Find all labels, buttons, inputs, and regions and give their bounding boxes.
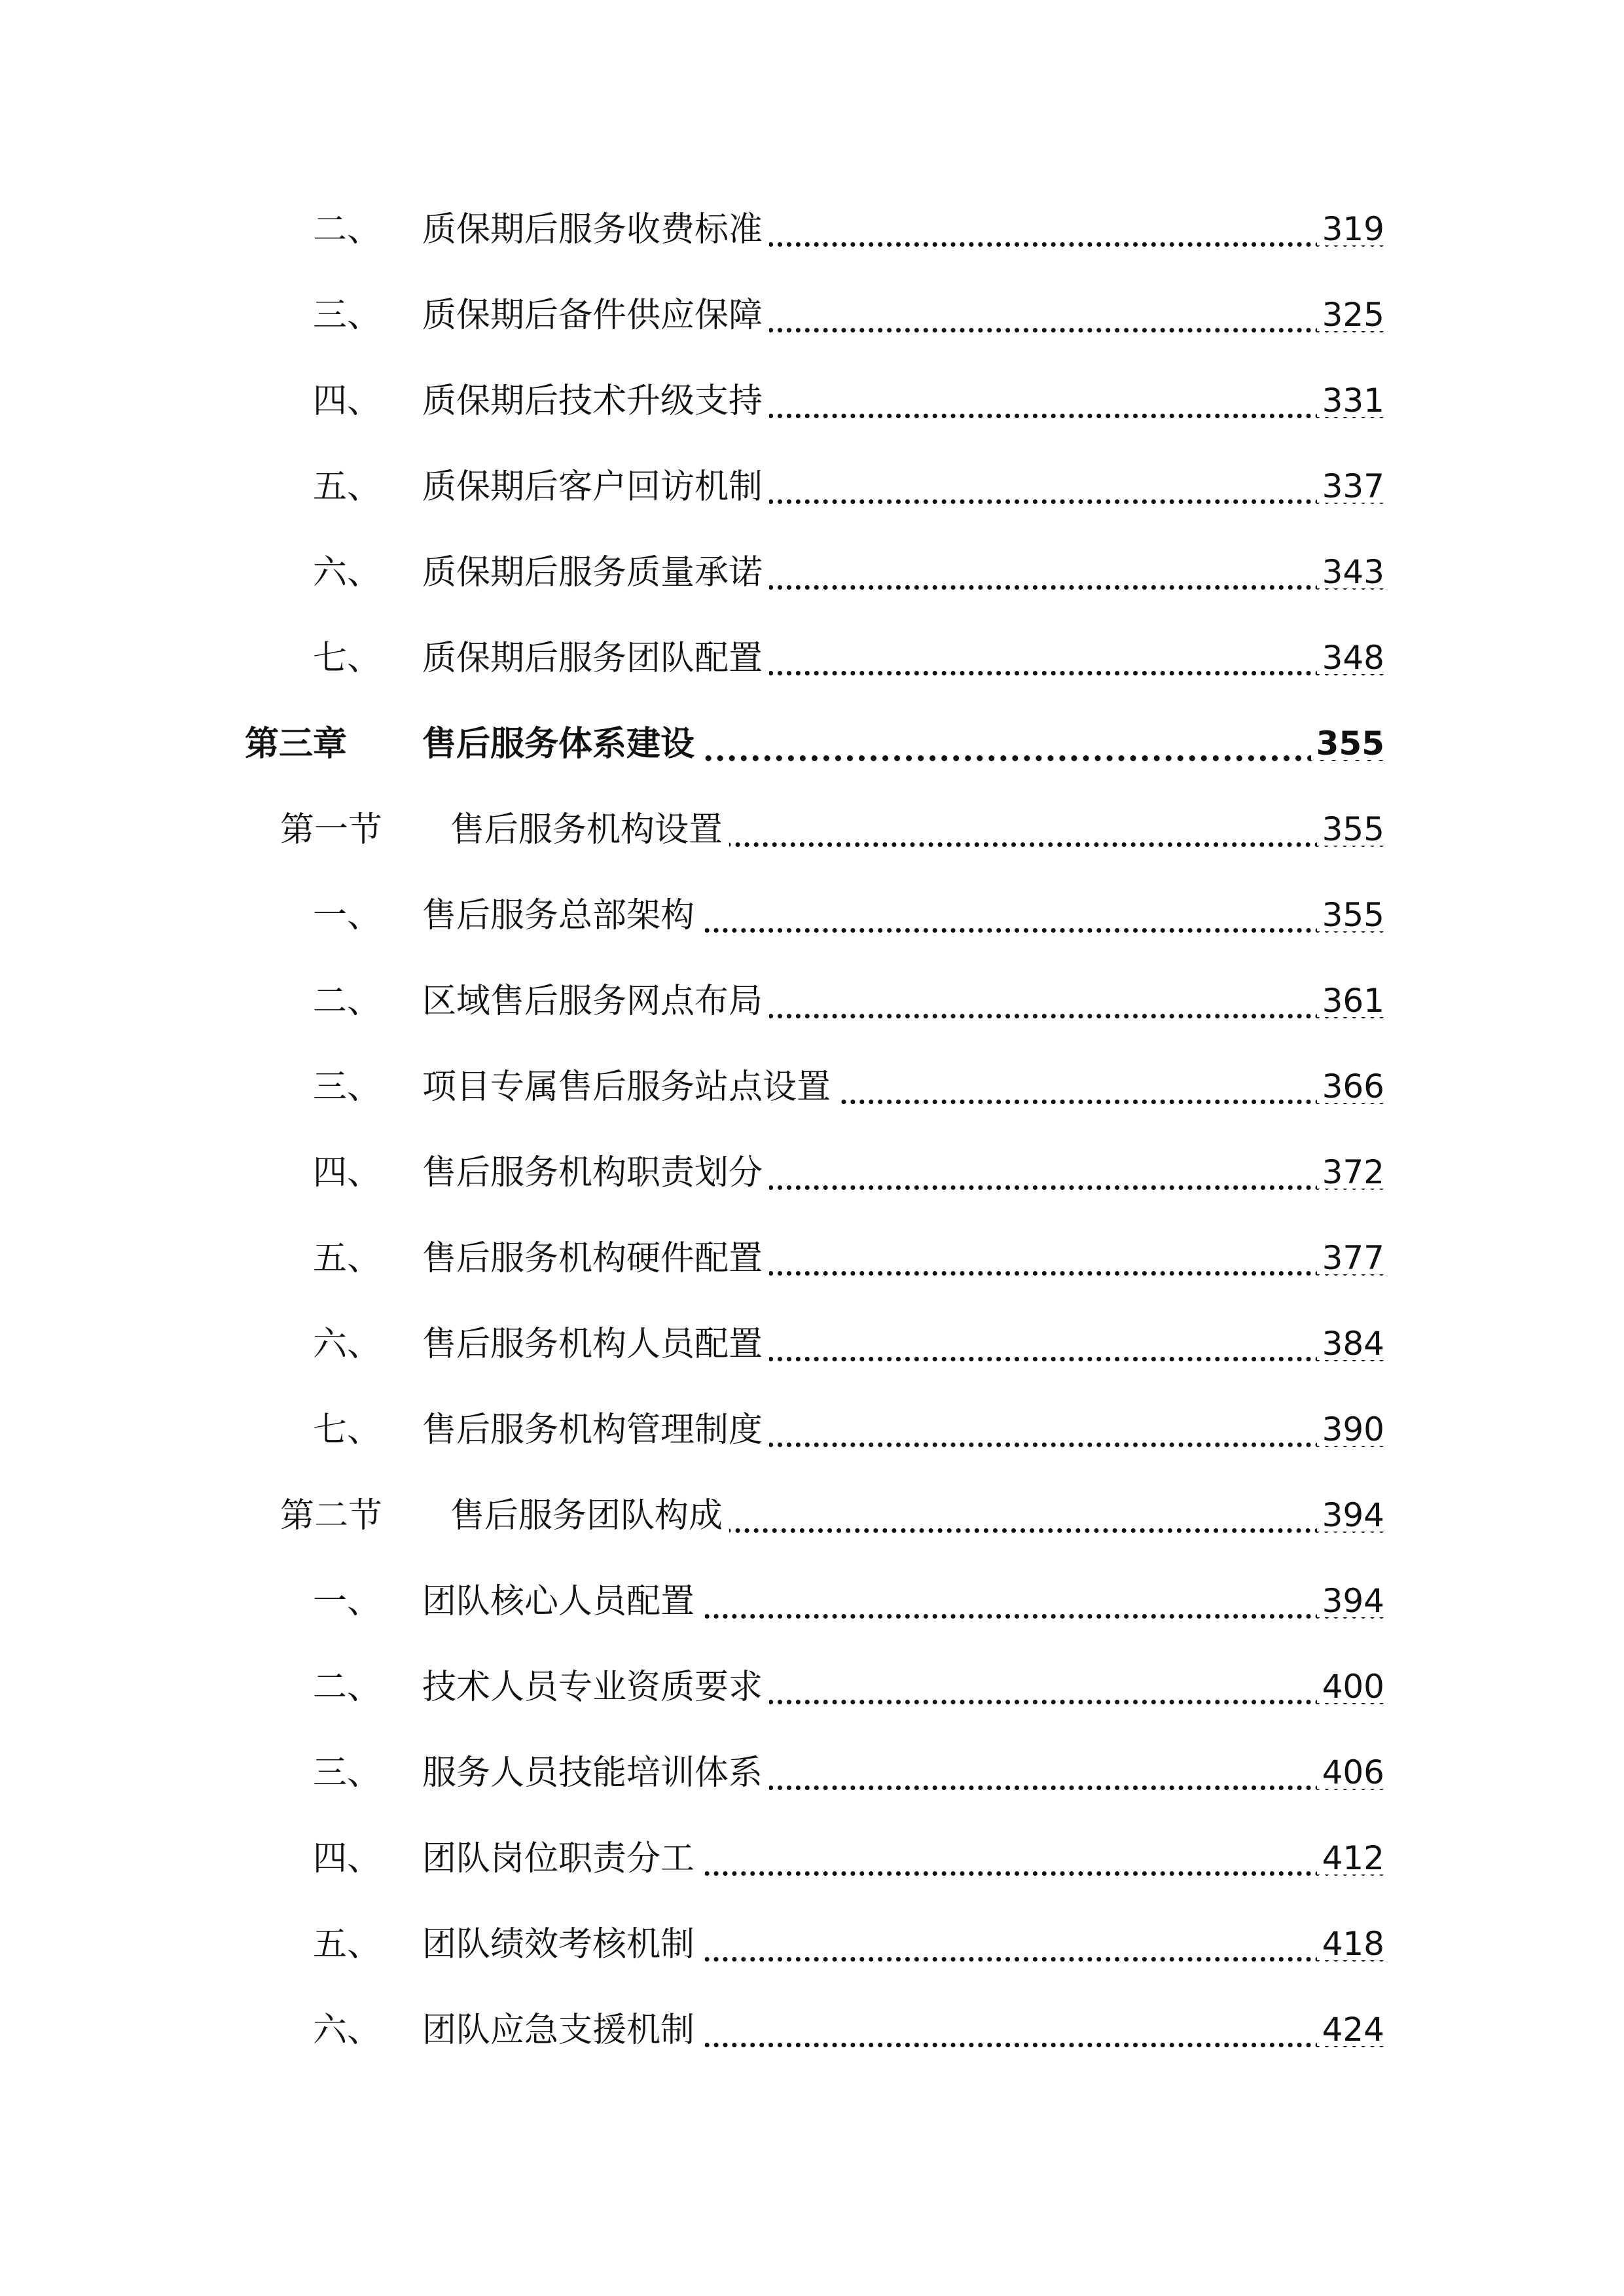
toc-entry-page: 348: [1317, 641, 1384, 674]
toc-chapter-title: 售后服务体系建设: [422, 727, 701, 761]
toc-entry-title: 质保期后服务收费标准: [422, 213, 769, 247]
toc-entry-number: 三、: [313, 1753, 382, 1793]
toc-entry-page: 343: [1317, 556, 1384, 588]
toc-entry-page: 400: [1317, 1670, 1384, 1703]
toc-entry[interactable]: [0, 1925, 1624, 2013]
toc-entry-title: 团队绩效考核机制: [422, 1928, 701, 1962]
toc-entry[interactable]: [0, 210, 1624, 298]
toc-entry-title: 服务人员技能培训体系: [422, 1756, 769, 1790]
toc-entry-page: 325: [1317, 298, 1384, 331]
toc-entry-title: 质保期后客户回访机制: [422, 470, 769, 504]
toc-entry-number: 三、: [313, 296, 382, 335]
toc-section-number: 第一节: [280, 810, 383, 850]
toc-entry-number: 四、: [313, 1153, 382, 1193]
toc-entry-title: 区域售后服务网点布局: [422, 984, 769, 1018]
toc-entry-number: 二、: [313, 1668, 382, 1707]
toc-entry[interactable]: [0, 298, 1624, 384]
toc-entry-number: 六、: [313, 2011, 382, 2050]
toc-entry-number: 四、: [313, 382, 382, 421]
toc-entry[interactable]: [0, 1239, 1624, 1327]
toc-entry-page: 331: [1317, 384, 1384, 417]
toc-entry[interactable]: [0, 384, 1624, 470]
toc-entry-number: 六、: [313, 1325, 382, 1364]
toc-entry-page: 412: [1317, 1842, 1384, 1874]
toc-entry-page: 337: [1317, 470, 1384, 503]
toc-entry[interactable]: [0, 1753, 1624, 1842]
toc-entry-page: 361: [1317, 984, 1384, 1017]
toc-entry[interactable]: [0, 553, 1624, 641]
toc-section-page: 355: [1317, 813, 1384, 846]
toc-entry-title: 质保期后服务团队配置: [422, 641, 769, 675]
toc-entry-number: 五、: [313, 1925, 382, 1964]
toc-entry-title: 售后服务机构硬件配置: [422, 1242, 769, 1276]
toc-entry-page: 394: [1317, 1585, 1384, 1617]
toc-entry-page: 377: [1317, 1242, 1384, 1274]
toc-entry-number: 七、: [313, 639, 382, 678]
toc-entry-page: 366: [1317, 1070, 1384, 1103]
toc-entry[interactable]: [0, 984, 1624, 1070]
toc-entry-title: 质保期后服务质量承诺: [422, 556, 769, 590]
toc-entry-title: 团队岗位职责分工: [422, 1842, 701, 1876]
toc-entry-page: 384: [1317, 1327, 1384, 1360]
toc-entry-title: 售后服务总部架构: [422, 899, 701, 933]
toc-entry-page: 319: [1317, 213, 1384, 245]
toc-entry-title: 项目专属售后服务站点设置: [422, 1070, 837, 1104]
toc-section-number: 第二节: [280, 1496, 383, 1535]
toc-entry-page: 424: [1317, 2013, 1384, 2046]
toc-chapter-number: 第三章: [245, 725, 348, 764]
toc-entry[interactable]: [0, 641, 1624, 727]
toc-entry-number: 二、: [313, 982, 382, 1021]
toc-entry-title: 团队应急支援机制: [422, 2013, 701, 2047]
toc-chapter-entry[interactable]: [0, 727, 1624, 813]
toc-entry-page: 372: [1317, 1156, 1384, 1189]
toc-entry-page: 406: [1317, 1756, 1384, 1789]
toc-entry-title: 售后服务机构管理制度: [422, 1413, 769, 1447]
toc-entry[interactable]: [0, 467, 1624, 556]
toc-section-entry[interactable]: [0, 810, 1624, 899]
toc-section-title: 售后服务机构设置: [450, 813, 729, 847]
toc-entry-title: 质保期后技术升级支持: [422, 384, 769, 418]
toc-entry[interactable]: [0, 1067, 1624, 1156]
toc-entry-number: 一、: [313, 1582, 382, 1621]
toc-entry-title: 质保期后备件供应保障: [422, 298, 769, 332]
toc-entry-number: 二、: [313, 210, 382, 249]
toc-entry[interactable]: [0, 1327, 1624, 1413]
toc-entry-title: 技术人员专业资质要求: [422, 1670, 769, 1704]
toc-entry-number: 五、: [313, 1239, 382, 1278]
toc-entry[interactable]: [0, 1582, 1624, 1670]
toc-entry-number: 一、: [313, 896, 382, 935]
toc-entry-title: 售后服务机构职责划分: [422, 1156, 769, 1190]
toc-chapter-page: 355: [1311, 727, 1384, 760]
toc-section-entry[interactable]: [0, 1496, 1624, 1585]
toc-entry-number: 四、: [313, 1839, 382, 1878]
toc-section-page: 394: [1317, 1499, 1384, 1532]
toc-entry-title: 售后服务机构人员配置: [422, 1327, 769, 1361]
toc-entry-page: 390: [1317, 1413, 1384, 1446]
toc-entry[interactable]: [0, 1670, 1624, 1756]
toc-entry[interactable]: [0, 1153, 1624, 1242]
toc-section-title: 售后服务团队构成: [450, 1499, 729, 1533]
toc-entry-number: 五、: [313, 467, 382, 507]
toc-entry-title: 团队核心人员配置: [422, 1585, 701, 1619]
toc-entry[interactable]: [0, 2013, 1624, 2099]
toc-entry[interactable]: [0, 1839, 1624, 1928]
toc-entry[interactable]: [0, 1410, 1624, 1499]
toc-entry-number: 七、: [313, 1410, 382, 1450]
toc-entry-number: 三、: [313, 1067, 382, 1107]
toc-entry-page: 418: [1317, 1928, 1384, 1960]
toc-entry-page: 355: [1317, 899, 1384, 931]
toc-entry-number: 六、: [313, 553, 382, 592]
toc-entry[interactable]: [0, 896, 1624, 984]
